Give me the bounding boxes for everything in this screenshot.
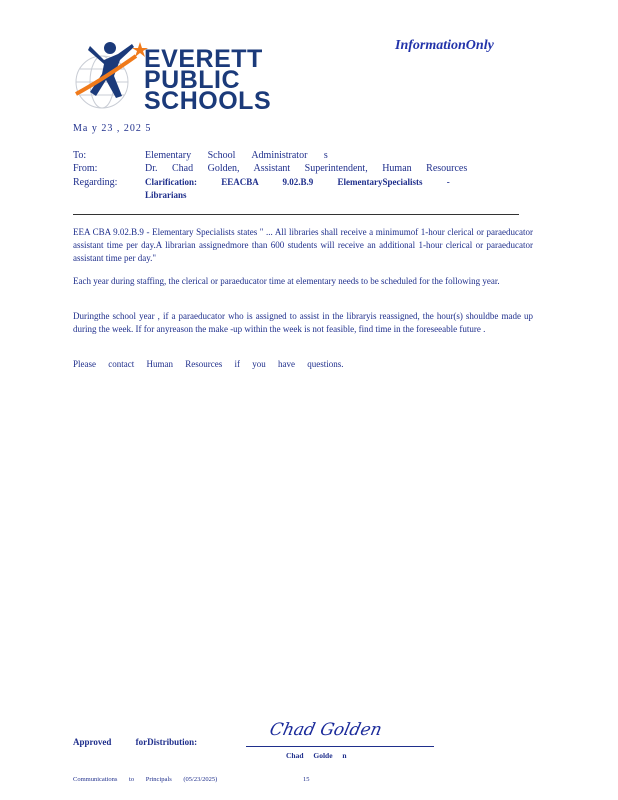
- logo-line-2: PUBLIC: [144, 66, 241, 94]
- regarding-line-2: Librarians: [145, 190, 187, 200]
- regarding-label: Regarding:: [73, 177, 118, 188]
- memo-date: Ma y 23 , 202 5: [73, 123, 152, 134]
- signature-text: Chad Golden: [267, 720, 384, 740]
- to-value: Elementary School Administrator s: [145, 150, 328, 161]
- student-figure-icon: [72, 36, 152, 112]
- paragraph-1: EEA CBA 9.02.B.9 - Elementary Specialists states " ... All libraries shall receive a minimumof 1-hour clerical or paraeducator assistant time per day.A librarian assignedmore than 600 students will receive an additional 1-hour clerical or paraeducator assistant time per day.": [73, 227, 533, 263]
- regarding-line-1: Clarification: EEACBA 9.02.B.9 ElementarySpecialists -: [145, 177, 450, 187]
- paragraph-3: Duringthe school year , if a paraeducator who is assigned to assist in the libraryis reassigned, the hour(s) shouldbe made up during the week. If for anyreason the make -up within the week is not feasible, find time in the foreseeable future .: [73, 311, 533, 334]
- footer-note: Communications to Principals (05/23/2025): [73, 776, 218, 783]
- logo-line-1: EVERETT: [144, 45, 263, 73]
- district-logo: [72, 36, 272, 115]
- paragraph-4: Please contact Human Resources if you have questions.: [73, 359, 344, 369]
- signature-line: [246, 746, 434, 747]
- from-label: From:: [73, 163, 98, 174]
- to-label: To:: [73, 150, 87, 161]
- logo-line-3: SCHOOLS: [144, 87, 272, 115]
- from-value: Dr. Chad Golden, Assistant Superintendent, Human Resources: [145, 163, 468, 174]
- header-divider: [73, 214, 519, 215]
- page-number: 15: [303, 776, 310, 783]
- approval-label: Approved forDistribution:: [73, 737, 198, 747]
- paragraph-2: Each year during staffing, the clerical or paraeducator time at elementary needs to be scheduled for the following year.: [73, 276, 500, 286]
- information-only-banner: InformationOnly: [395, 38, 494, 53]
- signature: [267, 720, 384, 748]
- signer-name: Chad Golde n: [286, 751, 347, 760]
